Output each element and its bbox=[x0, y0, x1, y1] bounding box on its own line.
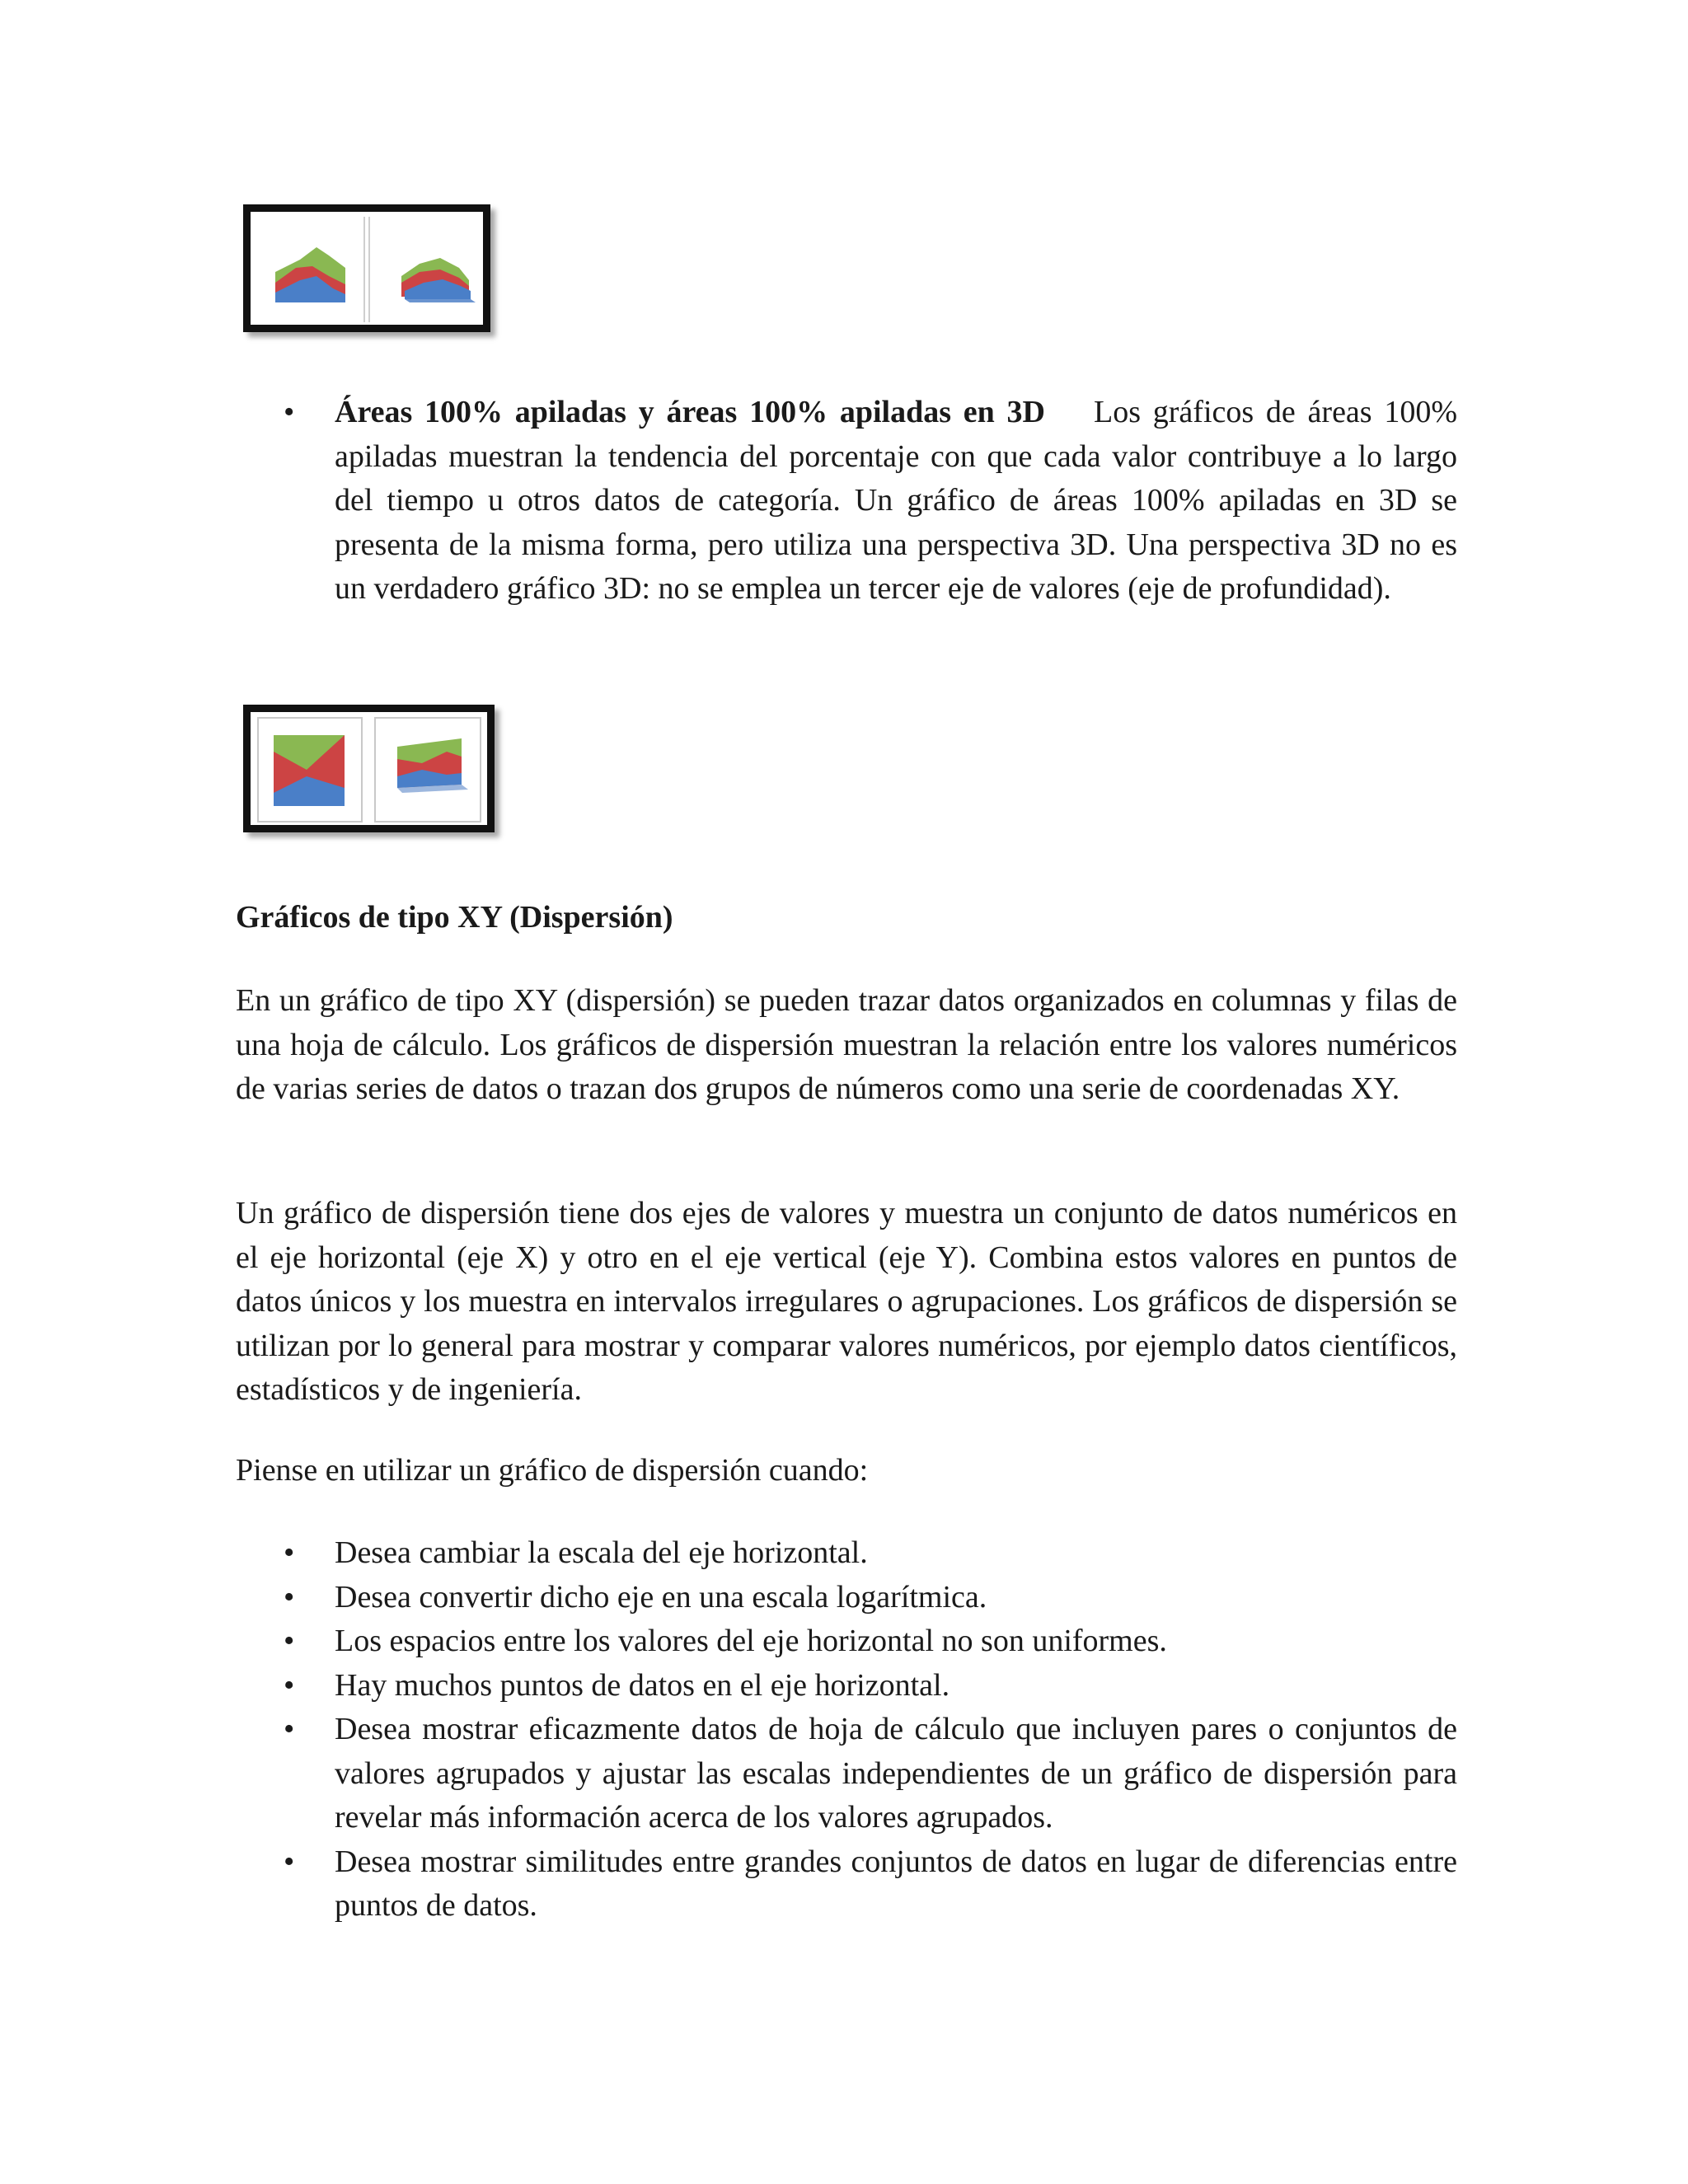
bullet-icon: • bbox=[284, 1624, 295, 1658]
list-item-text: Desea mostrar similitudes entre grandes conjuntos de datos en lugar de diferencias entre puntos de datos. bbox=[335, 1844, 1457, 1923]
100-stacked-area-3d-icon bbox=[389, 738, 471, 804]
bullet-icon: • bbox=[284, 1844, 295, 1879]
bullet-icon: • bbox=[284, 395, 295, 429]
paragraph-xy-intro: En un gráfico de tipo XY (dispersión) se pueden trazar datos organizados en columnas y filas de una hoja de cálculo. Los gráficos de dispersión muestran la relación entre los valores numéricos de varias series de datos o trazan dos grupos de números como una serie de coordenadas XY. bbox=[236, 983, 1457, 1106]
bullet-icon: • bbox=[284, 1712, 295, 1746]
bullet-icon: • bbox=[284, 1535, 295, 1570]
bullet-icon: • bbox=[284, 1667, 295, 1703]
list-item-text: Desea cambiar la escala del eje horizontal. bbox=[335, 1535, 868, 1570]
list-item-text: Hay muchos puntos de datos en el eje horizontal. bbox=[335, 1667, 950, 1703]
list-item bbox=[284, 1664, 1457, 1708]
list-item-text: Desea convertir dicho eje en una escala logarítmica. bbox=[335, 1579, 987, 1615]
paragraph-xy-axes: Un gráfico de dispersión tiene dos ejes de valores y muestra un conjunto de datos numéricos en el eje horizontal (eje X) y otro en el eje vertical (eje Y). Combina estos valores en puntos de datos únicos y los muestra en intervalos irregulares o agrupaciones. Los gráficos de dispersión se utilizan por lo general para mostrar y comparar valores numéricos, por ejemplo datos científicos, estadísticos y de ingeniería. bbox=[236, 1196, 1457, 1407]
section-heading-xy: Gráficos de tipo XY (Dispersión) bbox=[236, 900, 673, 935]
list-item bbox=[284, 1531, 1457, 1576]
list-item-text: Los espacios entre los valores del eje horizontal no son uniformes. bbox=[335, 1624, 1167, 1658]
tile-separator bbox=[368, 217, 370, 322]
thumbnail-group-100-stacked-area bbox=[243, 705, 495, 832]
list-item bbox=[284, 1576, 1457, 1620]
bullet-list-xy-uses bbox=[284, 1531, 1457, 1929]
bullet-icon: • bbox=[284, 1579, 295, 1615]
list-item bbox=[284, 391, 1457, 612]
list-item bbox=[284, 1619, 1457, 1664]
stacked-area-icon bbox=[275, 243, 349, 309]
list-item bbox=[284, 1840, 1457, 1929]
100-stacked-area-icon bbox=[274, 735, 346, 808]
paragraph-xy-when: Piense en utilizar un gráfico de dispersión cuando: bbox=[236, 1453, 869, 1488]
stacked-area-3d-icon bbox=[395, 251, 477, 309]
bullet-bold-label: Áreas 100% apiladas y áreas 100% apiladas en 3D bbox=[335, 395, 1045, 429]
bullet-text: Los gráficos de áreas 100% apiladas muestran la tendencia del porcentaje con que cada valor contribuye a lo largo del tiempo u otros datos de categoría. Un gráfico de áreas 100% apiladas en 3D se presenta de la misma forma, pero utiliza una perspectiva 3D. Una perspectiva 3D no es un verdadero gráfico 3D: no se emplea un tercer eje de valores (eje de profundidad). bbox=[335, 395, 1457, 606]
list-item bbox=[284, 1708, 1457, 1840]
tile-separator bbox=[363, 217, 365, 322]
thumbnail-group-stacked-area bbox=[243, 204, 490, 332]
list-item-text: Desea mostrar eficazmente datos de hoja de cálculo que incluyen pares o conjuntos de valores agrupados y ajustar las escalas independientes de un gráfico de dispersión para revelar más información acerca de los valores agrupados. bbox=[335, 1712, 1457, 1835]
bullet-list-areas-100 bbox=[284, 391, 1457, 612]
